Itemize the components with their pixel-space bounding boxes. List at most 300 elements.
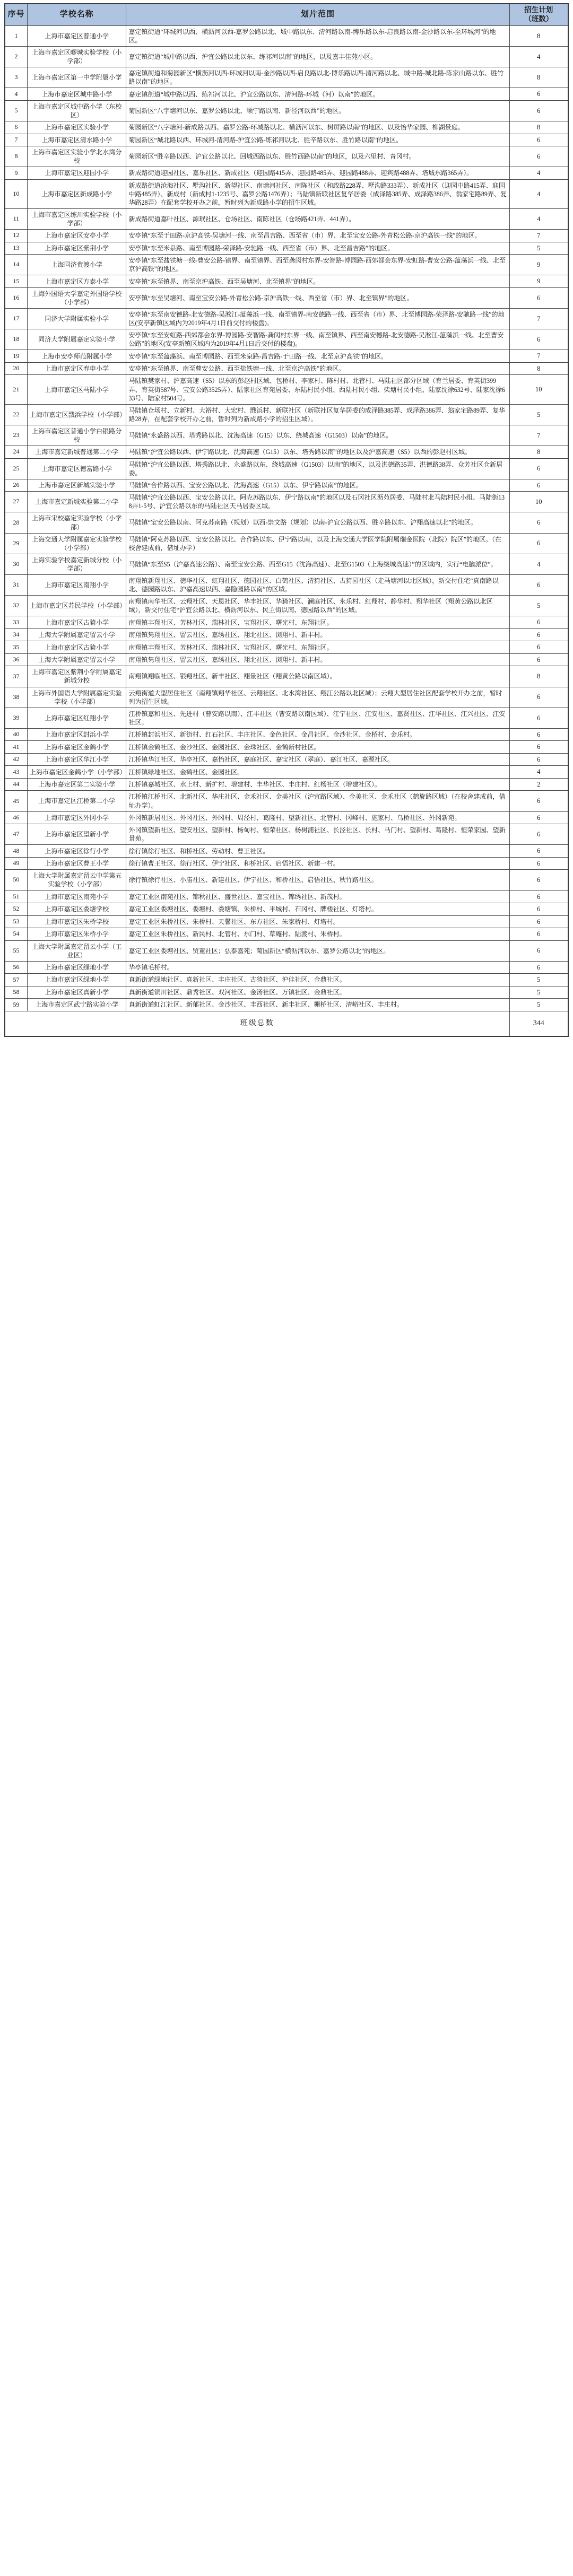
enrollment-plan-classes: 8 <box>509 121 568 134</box>
enrollment-plan-classes: 10 <box>509 375 568 404</box>
enrollment-plan-classes: 5 <box>509 986 568 999</box>
table-row <box>5 766 568 779</box>
school-name: 上海市嘉定区紫荆小学附属嘉定新城分校 <box>27 666 126 687</box>
row-index: 56 <box>5 961 27 974</box>
school-name: 上海市嘉定区城中路小学 <box>27 88 126 101</box>
row-index: 26 <box>5 479 27 492</box>
school-name: 上海市嘉定区城中路小学（东校区） <box>27 100 126 121</box>
school-name: 上海市嘉定区南苑小学 <box>27 890 126 903</box>
school-name: 上海市嘉定区春申小学 <box>27 362 126 375</box>
table-row <box>5 275 568 288</box>
row-index: 33 <box>5 616 27 629</box>
district-range: 马陆镇“沪宜公路以西、伊宁路以北、沈海高速（G15）以东、塔秀路以南”的地区以及沪嘉高速（S5）以西的彭赵村区域。 <box>126 446 509 459</box>
district-range: 嘉定镇街道和菊园新区“横沥河以西-环城河以南-金沙路以西-启良路以北-博乐路以西-清河路以北、城中路-城北路-陈家山路以东、胜竹路以南”的地区。 <box>126 67 509 88</box>
district-range: 南翔镇翔临社区、银翔社区、新丰社区、翔景社区（翔黄公路以南区域）。 <box>126 666 509 687</box>
district-range: 嘉定镇街道“城中路以西、沪宜公路以北以东、练祁河以南”的地区，以及嘉丰佳苑小区。 <box>126 46 509 67</box>
district-range: 菊园新区“八字塘河以东、嘉罗公路以北、顺宁路以南、新泾河以西”的地区。 <box>126 100 509 121</box>
district-range: 江桥镇封浜社区、新街村、红石社区、丰庄社区、金色社区、金昌社区、金沙社区、金桥村、金乐村。 <box>126 728 509 741</box>
enrollment-plan-classes: 2 <box>509 778 568 791</box>
table-row <box>5 641 568 654</box>
enrollment-plan-classes: 5 <box>509 404 568 425</box>
table-row <box>5 46 568 67</box>
total-label: 班级总数 <box>5 1011 509 1036</box>
school-name: 上海市嘉定区绿地小学 <box>27 961 126 974</box>
allotment-sheet <box>0 0 573 1042</box>
enrollment-plan-classes: 5 <box>509 974 568 986</box>
school-name: 上海市嘉定区古猗小学 <box>27 641 126 654</box>
table-row <box>5 230 568 242</box>
table-row <box>5 512 568 533</box>
enrollment-plan-classes: 6 <box>509 628 568 641</box>
school-name: 上海市嘉定区新城实验小学 <box>27 479 126 492</box>
row-index: 47 <box>5 824 27 845</box>
row-index: 36 <box>5 653 27 666</box>
enrollment-plan-classes: 4 <box>509 167 568 180</box>
enrollment-plan-classes: 10 <box>509 492 568 512</box>
table-row <box>5 242 568 255</box>
school-name: 上海市嘉定区紫荆小学 <box>27 242 126 255</box>
table-row <box>5 915 568 928</box>
table-row <box>5 167 568 180</box>
table-row <box>5 728 568 741</box>
table-row <box>5 974 568 986</box>
enrollment-plan-classes: 6 <box>509 845 568 858</box>
table-row <box>5 309 568 329</box>
school-name: 上海市嘉定区清水路小学 <box>27 134 126 146</box>
row-index: 27 <box>5 492 27 512</box>
total-value: 344 <box>509 1011 568 1036</box>
school-name: 上海市嘉定区绿地小学 <box>27 974 126 986</box>
row-index: 22 <box>5 404 27 425</box>
enrollment-plan-classes: 6 <box>509 791 568 811</box>
enrollment-plan-classes: 6 <box>509 479 568 492</box>
school-name: 上海市嘉定区南翔小学 <box>27 575 126 596</box>
district-range: 马陆镇樊家村、沪嘉高速（S5）以东的彭赵村区域、包桥村、李家村、陈村村、北管村、马陆社区部分区域（育兰居委、育英街399弄、育英街587号、宝安公路3525弄）、陆家社区育苑居委、东陆村民小组、西陆村民小组、柴塘村民小组、陆家沈徐632号、陆家沈徐633号、陆家村504号。 <box>126 375 509 404</box>
school-name: 上海市嘉定区华江小学 <box>27 753 126 766</box>
row-index: 28 <box>5 512 27 533</box>
enrollment-plan-classes: 7 <box>509 350 568 363</box>
district-range: 嘉定工业区娄塘社区、娄塘村、娄塘镇、朱桥村、平城村、石冈村、牌楼社区、灯塔村。 <box>126 903 509 916</box>
enrollment-plan-classes: 4 <box>509 554 568 574</box>
table-row <box>5 857 568 870</box>
row-index: 2 <box>5 46 27 67</box>
enrollment-plan-classes: 6 <box>509 961 568 974</box>
district-range: 嘉定工业区朱桥社区、朱桥村、天馨社区、东方社区、朱家桥村、灯塔村。 <box>126 915 509 928</box>
school-name: 上海实验学校嘉定新城分校（小学部） <box>27 554 126 574</box>
district-range: 外冈镇新居社区、外冈社区、外冈村、周泾村、葛隆村、望新社区、北管村、冈峰村、施家村、乌桥社区、外冈新苑。 <box>126 811 509 824</box>
table-row <box>5 628 568 641</box>
school-name: 上海市嘉定区武宁路实验小学 <box>27 999 126 1011</box>
table-row <box>5 88 568 101</box>
row-index: 48 <box>5 845 27 858</box>
school-name: 上海市嘉定区普通小学 <box>27 25 126 46</box>
row-index: 18 <box>5 329 27 350</box>
row-index: 15 <box>5 275 27 288</box>
enrollment-plan-classes: 6 <box>509 811 568 824</box>
row-index: 20 <box>5 362 27 375</box>
enrollment-plan-classes: 6 <box>509 857 568 870</box>
school-name: 上海市嘉定区曹王小学 <box>27 857 126 870</box>
enrollment-plan-classes: 6 <box>509 653 568 666</box>
school-allotment-table <box>4 3 569 1037</box>
district-range: 安亭镇“东至于田路-京沪高铁-吴塘河一线、南至昌吉路、西至省（市）界、北至宝安公路-外青松公路-京沪高铁一线”的地区。 <box>126 230 509 242</box>
table-row <box>5 596 568 616</box>
row-index: 59 <box>5 999 27 1011</box>
enrollment-plan-classes: 5 <box>509 596 568 616</box>
table-row <box>5 928 568 941</box>
enrollment-plan-classes: 6 <box>509 753 568 766</box>
school-name: 上海同济黄渡小学 <box>27 255 126 275</box>
row-index: 32 <box>5 596 27 616</box>
school-name: 上海市嘉定区德富路小学 <box>27 458 126 479</box>
enrollment-plan-classes: 7 <box>509 309 568 329</box>
district-range: 真新街道绿地社区、真新社区、丰庄社区、古猗社区、沪佳社区、金鼎社区。 <box>126 974 509 986</box>
row-index: 14 <box>5 255 27 275</box>
row-index: 42 <box>5 753 27 766</box>
school-name: 上海市嘉定区第一中学附属小学 <box>27 67 126 88</box>
school-name: 上海市嘉定区第二实验小学 <box>27 778 126 791</box>
school-name: 上海市嘉定区方泰小学 <box>27 275 126 288</box>
district-range: 安亭镇“东至南安德路-北安德路-吴淞江-蕰藻浜一线、南至镇界-南安德路一线、西至省（市）界、北至博园路-荣泽路-安驰路一线”的地区(安亭新镇区域内为2019年4月1日前交付的楼盘)。 <box>126 309 509 329</box>
table-row <box>5 287 568 308</box>
district-range: 徐行镇徐行社区、和桥社区、劳动村、曹王社区。 <box>126 845 509 858</box>
row-index: 41 <box>5 741 27 754</box>
school-name: 上海市嘉定区望新小学 <box>27 824 126 845</box>
total-row <box>5 1011 568 1036</box>
table-row <box>5 255 568 275</box>
enrollment-plan-classes: 6 <box>509 616 568 629</box>
table-row <box>5 653 568 666</box>
enrollment-plan-classes: 6 <box>509 100 568 121</box>
table-row <box>5 329 568 350</box>
row-index: 52 <box>5 903 27 916</box>
district-range: 云翔街道大型居住社区（南翔镇翔华社区、云翔社区、北水湾社区、翔江公路以北区域）；云翔大型居住社区配套学校开办之前，暂时列为招生区域。 <box>126 687 509 708</box>
row-index: 12 <box>5 230 27 242</box>
enrollment-plan-classes: 4 <box>509 766 568 779</box>
district-range: 安亭镇“东至蕰藻浜、南至博园路、西至米泉路-昌吉路-于田路一线、北至京沪高铁”的地区。 <box>126 350 509 363</box>
row-index: 44 <box>5 778 27 791</box>
table-row <box>5 100 568 121</box>
district-range: 嘉定镇街道“环城河以西、横沥河以西-嘉罗公路以北、城中路以东、清河路以南-博乐路以东-启良路以南-金沙路以东-至环城河”的地区。 <box>126 25 509 46</box>
column-header-school: 学校名称 <box>27 4 126 25</box>
school-name: 上海市嘉定区红翔小学 <box>27 708 126 728</box>
table-row <box>5 778 568 791</box>
enrollment-plan-classes: 4 <box>509 179 568 208</box>
district-range: 嘉定工业区朱桥社区、新民村、北管村、东门村、草庵村、陆渡村、朱桥村。 <box>126 928 509 941</box>
district-range: 菊园新区“胜辛路以西、沪宜公路以北、回城西路以东、胜竹西路以南”的地区，以及六里村、青冈村。 <box>126 146 509 167</box>
school-name: 上海大学附属嘉定留云中学第五实验学校（小学部） <box>27 870 126 890</box>
enrollment-plan-classes: 6 <box>509 512 568 533</box>
district-range: 江桥镇金鹤社区、金沙社区、金园社区、金珠社区、金鹤新村社区。 <box>126 741 509 754</box>
district-range: 南翔镇丰翔社区、芳林社区、瑞林社区、宝翔社区、曙光村、东翔社区。 <box>126 641 509 654</box>
table-row <box>5 179 568 208</box>
district-range: 马陆镇“永盛路以西、塔秀路以北、沈海高速（G15）以东、绕城高速（G1503）以南”的地区。 <box>126 425 509 446</box>
school-name: 上海市嘉定新城实验第二小学 <box>27 492 126 512</box>
school-name: 上海市嘉定区外冈小学 <box>27 811 126 824</box>
district-range: 马陆镇“宝安公路以南、阿克苏南路（规划）以西-崇文路（规划）以南-沪宜公路以西、胜辛路以东、沪翔高速以北”的地区。 <box>126 512 509 533</box>
table-row <box>5 903 568 916</box>
plan-header-line1: 招生计划 <box>524 6 553 14</box>
school-name: 上海市嘉定区疁城实验学校（小学部） <box>27 46 126 67</box>
district-range: 真新街道虹江社区、新郁社区、金沙社区、丰西社区、新丰社区、栅桥社区、清峪社区、丰庄村。 <box>126 999 509 1011</box>
row-index: 17 <box>5 309 27 329</box>
enrollment-plan-classes: 6 <box>509 287 568 308</box>
row-index: 13 <box>5 242 27 255</box>
column-header-index: 序号 <box>5 4 27 25</box>
table-body <box>5 25 568 1036</box>
enrollment-plan-classes: 6 <box>509 641 568 654</box>
enrollment-plan-classes: 5 <box>509 999 568 1011</box>
enrollment-plan-classes: 6 <box>509 824 568 845</box>
school-name: 上海大学附属嘉定留云小学 <box>27 653 126 666</box>
school-name: 上海市嘉定区江桥第二小学 <box>27 791 126 811</box>
row-index: 37 <box>5 666 27 687</box>
table-row <box>5 961 568 974</box>
enrollment-plan-classes: 4 <box>509 46 568 67</box>
header-row <box>5 4 568 25</box>
school-name: 上海市嘉定区金鹤小学（小学部） <box>27 766 126 779</box>
district-range: 菊园新区“八字塘河-新成路以西、嘉罗公路-环城路以北、横沥河以东、树屏路以南”的地区、以及怡华家园、柳湖景庭。 <box>126 121 509 134</box>
enrollment-plan-classes: 6 <box>509 146 568 167</box>
district-range: 安亭镇“东至盐铁塘一线-曹安公路-镇界、南至镇界、西至龚闵村东界-安智路-博园路-西郊都会东界-安虹路-曹安公路-蕰藻浜一线、北至京沪高铁”的地区。 <box>126 255 509 275</box>
school-name: 上海市嘉定区实验小学北水湾分校 <box>27 146 126 167</box>
row-index: 8 <box>5 146 27 167</box>
table-row <box>5 404 568 425</box>
row-index: 9 <box>5 167 27 180</box>
table-row <box>5 492 568 512</box>
school-name: 上海市宋校嘉定实验学校（小学部） <box>27 512 126 533</box>
enrollment-plan-classes: 8 <box>509 25 568 46</box>
district-range: 江桥镇嘉和社区、先进村（曹安路以南）、江丰社区（曹安路以南区域）、江宁社区、江安社区、嘉贤社区、江华社区、江兴社区、江安社区。 <box>126 708 509 728</box>
table-row <box>5 666 568 687</box>
row-index: 16 <box>5 287 27 308</box>
row-index: 31 <box>5 575 27 596</box>
row-index: 29 <box>5 533 27 554</box>
school-name: 上海市嘉定区真新小学 <box>27 986 126 999</box>
enrollment-plan-classes: 6 <box>509 687 568 708</box>
row-index: 5 <box>5 100 27 121</box>
table-row <box>5 824 568 845</box>
table-row <box>5 575 568 596</box>
row-index: 4 <box>5 88 27 101</box>
district-range: 江桥镇绿地社区、金鹤社区、金园社区。 <box>126 766 509 779</box>
enrollment-plan-classes: 6 <box>509 329 568 350</box>
district-range: 新成路街道迎园社区、嘉乐社区、新成社区（迎园路415弄、迎园路485弄、迎园路488弄、迎宾路488弄、塔城东路365弄）。 <box>126 167 509 180</box>
school-name: 上海市嘉定区练川实验学校（小学部） <box>27 208 126 229</box>
row-index: 25 <box>5 458 27 479</box>
enrollment-plan-classes: 8 <box>509 362 568 375</box>
row-index: 49 <box>5 857 27 870</box>
school-name: 上海市嘉定区封浜小学 <box>27 728 126 741</box>
enrollment-plan-classes: 5 <box>509 242 568 255</box>
district-range: 嘉定工业区娄塘社区、贸董社区；弘泰嘉苑；菊园新区“横沥河以东、嘉罗公路以北”的地区。 <box>126 940 509 961</box>
table-row <box>5 708 568 728</box>
school-name: 上海交通大学附属嘉定实验学校（小学部） <box>27 533 126 554</box>
district-range: 真新街道铜川社区、鼎秀社区、双河社区、金汤社区、万镇社区、金鼎社区。 <box>126 986 509 999</box>
district-range: 南翔镇隽翔社区、留云社区、嘉绣社区、翔北社区、浏翔村、新丰村。 <box>126 628 509 641</box>
school-name: 上海市嘉定区古猗小学 <box>27 616 126 629</box>
enrollment-plan-classes: 6 <box>509 915 568 928</box>
row-index: 53 <box>5 915 27 928</box>
row-index: 11 <box>5 208 27 229</box>
row-index: 39 <box>5 708 27 728</box>
table-head <box>5 4 568 25</box>
enrollment-plan-classes: 7 <box>509 425 568 446</box>
enrollment-plan-classes: 6 <box>509 728 568 741</box>
row-index: 10 <box>5 179 27 208</box>
school-name: 上海市嘉定区苏民学校（小学部） <box>27 596 126 616</box>
table-row <box>5 999 568 1011</box>
district-range: 安亭镇“东至镇界、南至曹安公路、西至盐铁塘一线、北至京沪高铁”的地区。 <box>126 362 509 375</box>
enrollment-plan-classes: 4 <box>509 208 568 229</box>
table-row <box>5 791 568 811</box>
table-row <box>5 425 568 446</box>
table-row <box>5 890 568 903</box>
enrollment-plan-classes: 6 <box>509 940 568 961</box>
district-range: 菊园新区“城北路以西、环城河-清河路-沪宜公路-练祁河以北、胜辛路以东、胜竹路以南”的地区。 <box>126 134 509 146</box>
enrollment-plan-classes: 6 <box>509 903 568 916</box>
district-range: 马陆镇仓场村、立新村、大裕村、大宏村、戬浜村、新联社区（新联社区复华居委的成泽路385弄、成泽路386弄、翁家宅路89弄、复华路28弄，在配套学校开办之前，暂时列为新成路小学的招生区域）。 <box>126 404 509 425</box>
table-row <box>5 811 568 824</box>
enrollment-plan-classes: 6 <box>509 134 568 146</box>
school-name: 上海市嘉定区迎园小学 <box>27 167 126 180</box>
enrollment-plan-classes: 8 <box>509 666 568 687</box>
row-index: 7 <box>5 134 27 146</box>
school-name: 上海市嘉定区安亭小学 <box>27 230 126 242</box>
row-index: 3 <box>5 67 27 88</box>
table-row <box>5 616 568 629</box>
table-row <box>5 25 568 46</box>
row-index: 58 <box>5 986 27 999</box>
district-range: 徐行镇徐行社区、小庙社区、新建社区、伊宁社区、和桥社区、启悟社区、秋竹路社区。 <box>126 870 509 890</box>
row-index: 23 <box>5 425 27 446</box>
row-index: 46 <box>5 811 27 824</box>
enrollment-plan-classes: 9 <box>509 275 568 288</box>
district-range: 马陆镇“合作路以西、宝安公路以北、沈海高速（G15）以东、伊宁路以南”的地区。 <box>126 479 509 492</box>
district-range: 外冈镇望新社区、望安社区、望新村、杨甸村、恒荣社区、杨树浦社区、长泾社区、长村、马门村、望新村、葛隆村、恒荣家园、望新景苑。 <box>126 824 509 845</box>
row-index: 50 <box>5 870 27 890</box>
enrollment-plan-classes: 6 <box>509 708 568 728</box>
district-range: 马陆镇“沪宜公路以西、塔秀路以北、永盛路以东、绕城高速（G1503）以南”的地区，以及洪德路35弄、洪德路38弄、众芳社区仓新居委。 <box>126 458 509 479</box>
district-range: 徐行镇曹王社区、徐行社区、伊宁社区、和桥社区、启悟社区、新建一村。 <box>126 857 509 870</box>
district-range: 安亭镇“东至镇界、南至京沪高铁、西至吴塘河、北至镇界”的地区。 <box>126 275 509 288</box>
school-name: 上海市嘉定区徐行小学 <box>27 845 126 858</box>
table-row <box>5 845 568 858</box>
enrollment-plan-classes: 6 <box>509 928 568 941</box>
school-name: 上海市外国语大学附属嘉定实验学校（小学部） <box>27 687 126 708</box>
row-index: 54 <box>5 928 27 941</box>
table-row <box>5 753 568 766</box>
school-name: 同济大学附属实验小学 <box>27 309 126 329</box>
district-range: 新成路街道沧海社区、墅沟社区、新望社区、南塘河社区、南陈社区（和政路228弄、墅沟路333弄）、新成社区（迎园中路415弄、迎园中路485弄）、新成村（新成村1-1235号、嘉罗公路1476弄）；马陆镇新联社区复华居委（成泽路385弄、成泽路386弄、翁家宅路89弄、复华路28弄）在配套学校开办之前，暂时列为新成路小学的招生区域。 <box>126 179 509 208</box>
school-name: 上海市嘉定区娄塘学校 <box>27 903 126 916</box>
school-name: 上海外国语大学嘉定外国语学校（小学部） <box>27 287 126 308</box>
table-row <box>5 362 568 375</box>
district-range: 嘉定工业区南苑社区、锦秋社区、盛世社区、嘉宝社区、锦绣社区、新茂村。 <box>126 890 509 903</box>
row-index: 34 <box>5 628 27 641</box>
school-name: 上海市嘉定区实验小学 <box>27 121 126 134</box>
district-range: 新成路街道嘉叶社区、源珉社区、仓场社区、南陈社区（仓场路421弄、441弄）。 <box>126 208 509 229</box>
district-range: 南翔镇隽翔社区、留云社区、嘉绣社区、翔北社区、浏翔村、新丰村。 <box>126 653 509 666</box>
enrollment-plan-classes: 8 <box>509 67 568 88</box>
district-range: 华亭镇毛桥村。 <box>126 961 509 974</box>
plan-header-line2: （班数） <box>524 14 553 23</box>
row-index: 40 <box>5 728 27 741</box>
school-name: 上海市嘉定区朱桥学校 <box>27 915 126 928</box>
school-name: 上海市嘉定区马陆小学 <box>27 375 126 404</box>
school-name: 上海市嘉定区戬浜学校（小学部） <box>27 404 126 425</box>
row-index: 35 <box>5 641 27 654</box>
enrollment-plan-classes: 6 <box>509 88 568 101</box>
row-index: 21 <box>5 375 27 404</box>
column-header-plan <box>509 4 568 25</box>
row-index: 30 <box>5 554 27 574</box>
enrollment-plan-classes: 8 <box>509 446 568 459</box>
school-name: 同济大学附属嘉定实验小学 <box>27 329 126 350</box>
district-range: 安亭镇“东至吴塘河、南至宝安公路-外青松公路-京沪高铁一线、西至省（市）界、北至镇界”的地区。 <box>126 287 509 308</box>
row-index: 51 <box>5 890 27 903</box>
district-range: 嘉定镇街道“城中路以西、练祁河以北、沪宜公路以东、清河路-环城（河）以南”的地区。 <box>126 88 509 101</box>
district-range: 江桥镇江桥社区、北新社区、华庄社区、金禾社区、金美社区（沪宜路区域）、金美社区、金禾社区（鹤旋路区域）（在校舍建成前，借址办学）。 <box>126 791 509 811</box>
school-name: 上海市嘉定区朱桥小学 <box>27 928 126 941</box>
enrollment-plan-classes: 6 <box>509 458 568 479</box>
row-index: 57 <box>5 974 27 986</box>
table-row <box>5 533 568 554</box>
district-range: 南翔镇南华社区、云翔社区、天恩社区、华丰社区、华猗社区、澜庭社区、永乐村、红翔村、静华村、翔华社区（翔黄公路以北区域），新交付住宅“沪宜公路以北、横沥河以东、民主街以南、德园路以西”的区域。 <box>126 596 509 616</box>
enrollment-plan-classes: 6 <box>509 741 568 754</box>
enrollment-plan-classes: 6 <box>509 575 568 596</box>
school-name: 上海市嘉定区金鹤小学 <box>27 741 126 754</box>
enrollment-plan-classes: 6 <box>509 533 568 554</box>
school-name: 上海市嘉定新城普通第二小学 <box>27 446 126 459</box>
table-row <box>5 741 568 754</box>
row-index: 45 <box>5 791 27 811</box>
district-range: 江桥镇华江社区、华亭社区、嘉怡社区、嘉庭社区、嘉宝社区（翠庭）、嘉江社区、嘉源社区。 <box>126 753 509 766</box>
table-row <box>5 134 568 146</box>
table-row <box>5 870 568 890</box>
school-name: 上海大学附属嘉定留云小学（工业区） <box>27 940 126 961</box>
school-name: 上海市安亭师范附属小学 <box>27 350 126 363</box>
school-name: 上海大学附属嘉定留云小学 <box>27 628 126 641</box>
table-row <box>5 208 568 229</box>
table-row <box>5 458 568 479</box>
enrollment-plan-classes: 9 <box>509 255 568 275</box>
table-row <box>5 67 568 88</box>
table-row <box>5 121 568 134</box>
row-index: 24 <box>5 446 27 459</box>
district-range: 马陆镇“沪宜公路以西、宝安公路以北、阿克苏路以东、伊宁路以南”的地区以及石冈社区沥苑居委、马陆村北马陆村民小组、马陆街138弄1-5号、沪宜公路以东的马陆社区天马居委区域。 <box>126 492 509 512</box>
school-name: 上海市嘉定区新成路小学 <box>27 179 126 208</box>
table-row <box>5 146 568 167</box>
district-range: 马陆镇“东至S5（沪嘉高速公路）、南至宝安公路、西至G15（沈海高速）、北至G1503（上海绕城高速）”的区域内，实行“电脑派位”。 <box>126 554 509 574</box>
table-row <box>5 479 568 492</box>
table-row <box>5 986 568 999</box>
school-name: 上海市嘉定区普通小学白银路分校 <box>27 425 126 446</box>
row-index: 55 <box>5 940 27 961</box>
row-index: 1 <box>5 25 27 46</box>
row-index: 19 <box>5 350 27 363</box>
enrollment-plan-classes: 6 <box>509 890 568 903</box>
table-row <box>5 350 568 363</box>
table-row <box>5 687 568 708</box>
table-row <box>5 940 568 961</box>
row-index: 43 <box>5 766 27 779</box>
table-row <box>5 446 568 459</box>
table-row <box>5 375 568 404</box>
district-range: 南翔镇丰翔社区、芳林社区、瑞林社区、宝翔社区、曙光村、东翔社区。 <box>126 616 509 629</box>
district-range: 南翔镇新翔社区、德华社区、虹翔社区、德园社区、白鹤社区、清猗社区、古猗园社区（走马塘河以北区域），新交付住宅“真南路以北、德园路以东、沪嘉高速以西、嘉隐园路以南”的区域。 <box>126 575 509 596</box>
column-header-range: 划片范围 <box>126 4 509 25</box>
